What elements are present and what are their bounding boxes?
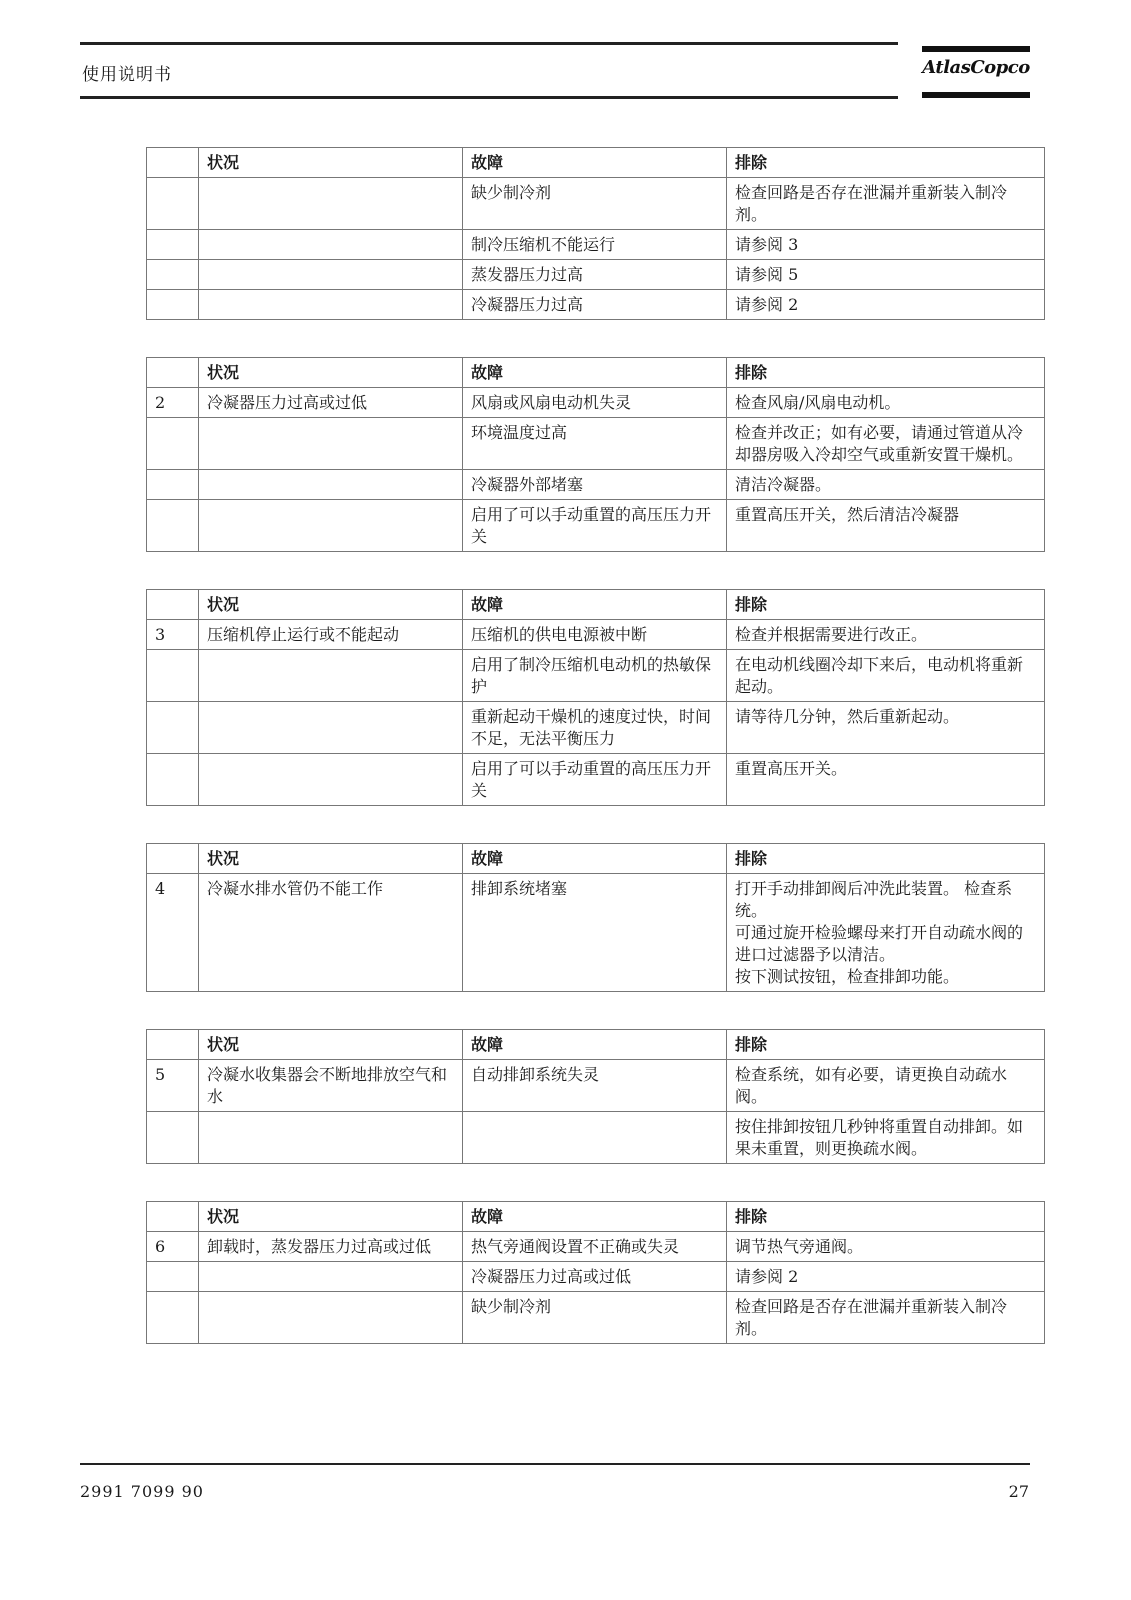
table-row [147,650,1045,702]
cell-num [147,230,199,260]
table-row [147,874,1045,992]
table-row [147,1262,1045,1292]
cell-remedy: 清洁冷凝器。 [727,470,1045,500]
cell-fault: 重新起动干燥机的速度过快，时间不足，无法平衡压力 [463,702,727,754]
cell-remedy: 打开手动排卸阀后冲洗此装置。 检查系统。 可通过旋开检验螺母来打开自动疏水阀的进口过滤器予以清洁。 按下测试按钮，检查排卸功能。 [727,874,1045,992]
cell-condition [199,754,463,806]
column-header-remedy: 排除 [727,1030,1045,1060]
cell-fault: 风扇或风扇电动机失灵 [463,388,727,418]
cell-condition [199,1292,463,1344]
cell-fault: 冷凝器压力过高 [463,290,727,320]
cell-condition [199,290,463,320]
column-header-num [147,358,199,388]
cell-condition [199,500,463,552]
logo-wordmark: AtlasCopco [922,57,1030,78]
table-row [147,702,1045,754]
table-header-row [147,358,1045,388]
cell-remedy: 按住排卸按钮几秒钟将重置自动排卸。如果未重置，则更换疏水阀。 [727,1112,1045,1164]
cell-condition [199,650,463,702]
cell-fault: 启用了可以手动重置的高压压力开关 [463,500,727,552]
cell-num: 4 [147,874,199,992]
cell-fault: 启用了制冷压缩机电动机的热敏保护 [463,650,727,702]
table-row [147,1232,1045,1262]
troubleshooting-table [146,589,1045,806]
cell-num: 5 [147,1060,199,1112]
table-row [147,1292,1045,1344]
document-code: 2991 7099 90 [80,1482,204,1501]
column-header-condition: 状况 [199,1030,463,1060]
troubleshooting-tables [146,147,1044,1381]
column-header-remedy: 排除 [727,590,1045,620]
column-header-remedy: 排除 [727,358,1045,388]
column-header-condition: 状况 [199,1202,463,1232]
cell-remedy: 请等待几分钟，然后重新起动。 [727,702,1045,754]
atlas-copco-logo [922,46,1030,98]
cell-num [147,418,199,470]
header-rule-top [80,42,898,45]
cell-fault [463,1112,727,1164]
cell-condition [199,230,463,260]
cell-remedy: 请参阅 2 [727,290,1045,320]
cell-condition: 卸载时，蒸发器压力过高或过低 [199,1232,463,1262]
troubleshooting-table [146,843,1045,992]
column-header-condition: 状况 [199,148,463,178]
cell-remedy: 检查并根据需要进行改正。 [727,620,1045,650]
column-header-num [147,1202,199,1232]
header-rule-bottom [80,96,898,99]
table-row [147,754,1045,806]
cell-condition [199,1262,463,1292]
cell-remedy: 在电动机线圈冷却下来后，电动机将重新起动。 [727,650,1045,702]
cell-fault: 缺少制冷剂 [463,1292,727,1344]
cell-num [147,290,199,320]
cell-num [147,1262,199,1292]
table-row [147,418,1045,470]
cell-remedy: 检查系统，如有必要，请更换自动疏水阀。 [727,1060,1045,1112]
cell-num: 2 [147,388,199,418]
column-header-fault: 故障 [463,148,727,178]
cell-condition [199,260,463,290]
cell-condition [199,470,463,500]
cell-fault: 缺少制冷剂 [463,178,727,230]
column-header-num [147,844,199,874]
cell-condition: 压缩机停止运行或不能起动 [199,620,463,650]
table-row [147,1060,1045,1112]
column-header-remedy: 排除 [727,148,1045,178]
cell-remedy: 重置高压开关，然后清洁冷凝器 [727,500,1045,552]
cell-num [147,1292,199,1344]
column-header-remedy: 排除 [727,1202,1045,1232]
column-header-condition: 状况 [199,358,463,388]
cell-fault: 自动排卸系统失灵 [463,1060,727,1112]
cell-num [147,500,199,552]
table-row [147,470,1045,500]
cell-condition [199,1112,463,1164]
troubleshooting-table [146,147,1045,320]
column-header-num [147,148,199,178]
cell-fault: 蒸发器压力过高 [463,260,727,290]
column-header-remedy: 排除 [727,844,1045,874]
table-header-row [147,590,1045,620]
cell-fault: 环境温度过高 [463,418,727,470]
column-header-fault: 故障 [463,590,727,620]
cell-remedy: 检查并改正；如有必要，请通过管道从冷却器房吸入冷却空气或重新安置干燥机。 [727,418,1045,470]
page-header-title: 使用说明书 [82,65,172,85]
cell-remedy: 请参阅 3 [727,230,1045,260]
cell-num [147,650,199,702]
column-header-condition: 状况 [199,844,463,874]
table-row [147,620,1045,650]
cell-num: 6 [147,1232,199,1262]
cell-fault: 排卸系统堵塞 [463,874,727,992]
cell-condition [199,178,463,230]
troubleshooting-table [146,1029,1045,1164]
logo-bar-bottom [922,92,1030,98]
cell-condition: 冷凝器压力过高或过低 [199,388,463,418]
table-row [147,1112,1045,1164]
column-header-num [147,590,199,620]
cell-fault: 压缩机的供电电源被中断 [463,620,727,650]
cell-condition [199,418,463,470]
cell-fault: 热气旁通阀设置不正确或失灵 [463,1232,727,1262]
cell-remedy: 检查回路是否存在泄漏并重新装入制冷剂。 [727,178,1045,230]
column-header-num [147,1030,199,1060]
footer-rule [80,1463,1030,1465]
troubleshooting-table [146,357,1045,552]
cell-condition: 冷凝水收集器会不断地排放空气和水 [199,1060,463,1112]
cell-remedy: 检查风扇/风扇电动机。 [727,388,1045,418]
cell-num [147,1112,199,1164]
column-header-fault: 故障 [463,844,727,874]
table-header-row [147,1202,1045,1232]
table-row [147,230,1045,260]
cell-fault: 冷凝器压力过高或过低 [463,1262,727,1292]
table-header-row [147,1030,1045,1060]
cell-num [147,470,199,500]
table-header-row [147,844,1045,874]
column-header-fault: 故障 [463,358,727,388]
cell-num: 3 [147,620,199,650]
table-row [147,178,1045,230]
logo-bar-top [922,46,1030,52]
table-row [147,500,1045,552]
cell-num [147,178,199,230]
cell-condition [199,702,463,754]
page-number: 27 [1008,1482,1029,1501]
cell-condition: 冷凝水排水管仍不能工作 [199,874,463,992]
column-header-fault: 故障 [463,1030,727,1060]
cell-num [147,754,199,806]
troubleshooting-table [146,1201,1045,1344]
column-header-fault: 故障 [463,1202,727,1232]
table-row [147,260,1045,290]
cell-remedy: 重置高压开关。 [727,754,1045,806]
cell-num [147,702,199,754]
column-header-condition: 状况 [199,590,463,620]
cell-remedy: 检查回路是否存在泄漏并重新装入制冷剂。 [727,1292,1045,1344]
cell-remedy: 请参阅 5 [727,260,1045,290]
cell-remedy: 请参阅 2 [727,1262,1045,1292]
table-header-row [147,148,1045,178]
table-row [147,388,1045,418]
table-row [147,290,1045,320]
cell-num [147,260,199,290]
cell-fault: 制冷压缩机不能运行 [463,230,727,260]
cell-fault: 启用了可以手动重置的高压压力开关 [463,754,727,806]
cell-remedy: 调节热气旁通阀。 [727,1232,1045,1262]
cell-fault: 冷凝器外部堵塞 [463,470,727,500]
